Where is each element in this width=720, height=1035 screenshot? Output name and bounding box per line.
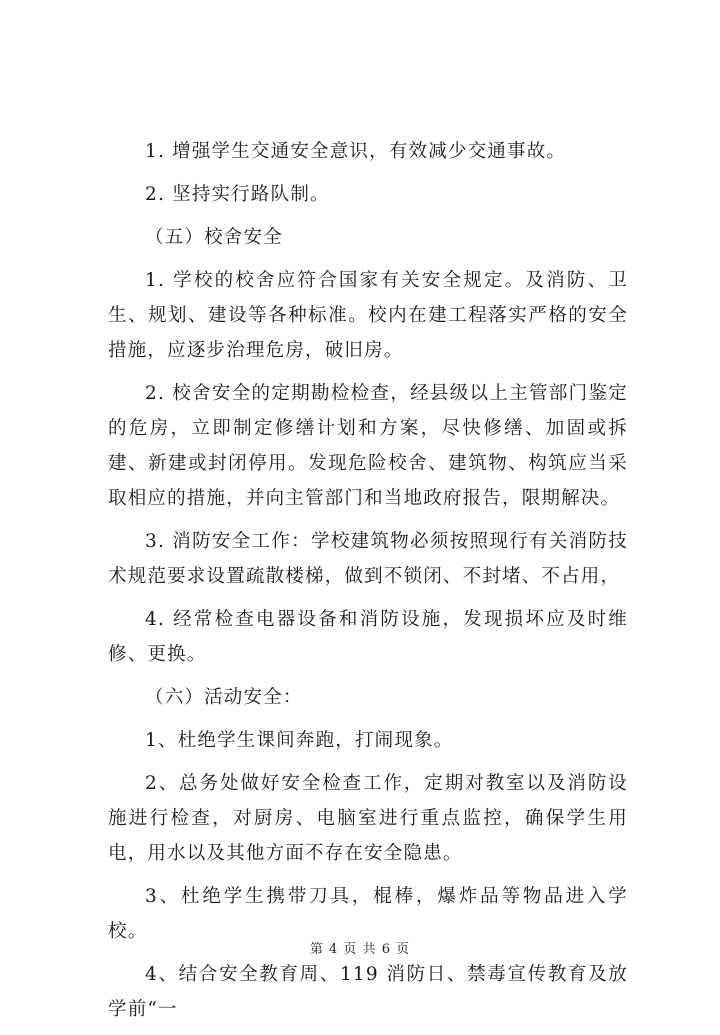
document-body bbox=[108, 134, 628, 1035]
paragraph-fire-safety: 3. 消防安全工作：学校建筑物必须按照现行有关消防技术规范要求设置疏散楼梯，做到不锁闭、不封堵、不占用， bbox=[108, 531, 628, 587]
paragraph-equipment-check: 4. 经常检查电器设备和消防设施，发现损坏应及时维修、更换。 bbox=[108, 609, 628, 665]
paragraph-no-weapons: 3、杜绝学生携带刀具，棍棒，爆炸品等物品进入学校。 bbox=[108, 886, 628, 942]
paragraph-traffic-awareness: 1. 增强学生交通安全意识，有效减少交通事故。 bbox=[145, 141, 567, 162]
paragraph-queue-system: 2. 坚持实行路队制。 bbox=[145, 184, 330, 205]
section-heading-school-building-safety: （五）校舍安全 bbox=[145, 227, 283, 248]
paragraph-building-standards: 1. 学校的校舍应符合国家有关安全规定。及消防、卫生、规划、建设等各种标准。校内在建工程落实严格的安全措施，应逐步治理危房，破旧房。 bbox=[108, 270, 628, 361]
paragraph-education-week: 4、结合安全教育周、119 消防日、禁毒宣传教育及放学前“一 bbox=[108, 964, 628, 1020]
section-heading-activity-safety: （六）活动安全： bbox=[145, 687, 303, 708]
page-number-footer: 第 4 页 共 6 页 bbox=[309, 942, 411, 957]
paragraph-general-affairs-check: 2、总务处做好安全检查工作，定期对教室以及消防设施进行检查，对厨房、电脑室进行重点监控，确保学生用电，用水以及其他方面不存在安全隐患。 bbox=[108, 773, 628, 864]
paragraph-building-inspection: 2. 校舍安全的定期勘检检查，经县级以上主管部门鉴定的危房，立即制定修缮计划和方案，尽快修缮、加固或拆建、新建或封闭停用。发现危险校舍、建筑物、构筑应当采取相应的措施，并向主管部门和当地政府报告，限期解决。 bbox=[108, 383, 628, 509]
paragraph-no-running: 1、杜绝学生课间奔跑，打闹现象。 bbox=[145, 730, 454, 751]
